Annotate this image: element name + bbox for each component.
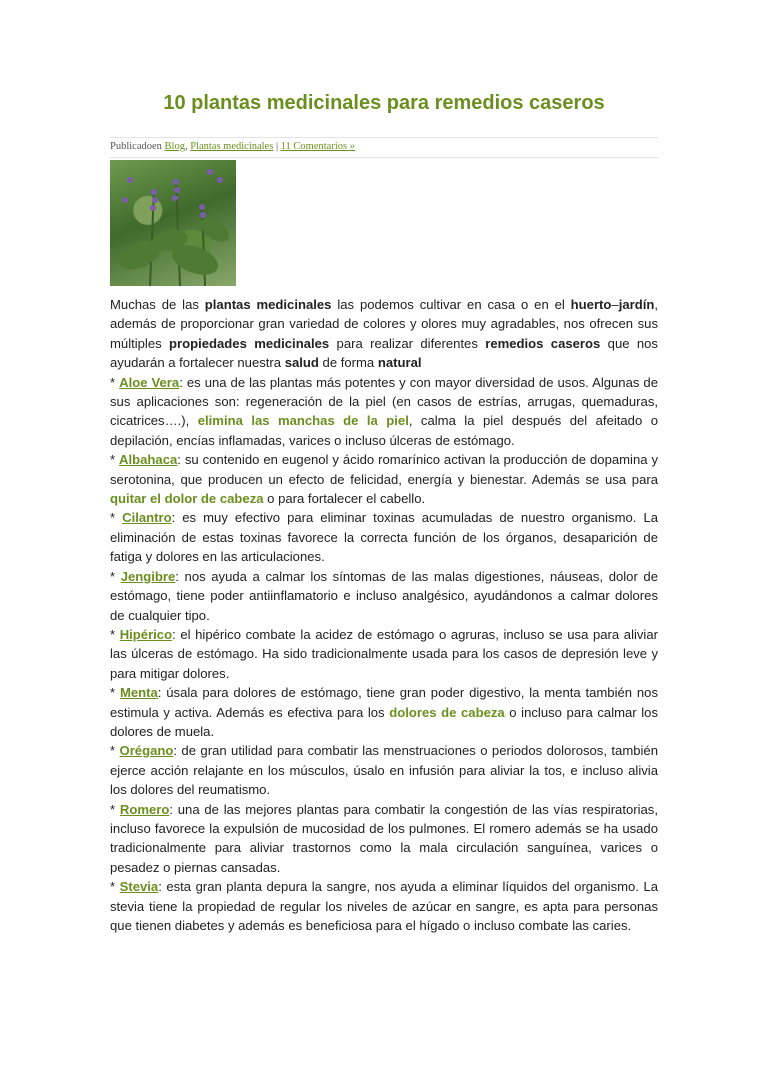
keyword: salud <box>284 355 319 371</box>
plant-entry-aloe-vera <box>110 373 658 451</box>
plant-text: : úsala para dolores de estómago, tiene gran poder digestivo, la menta también nos estimula y activa. Además es efectiva para los <box>110 685 659 720</box>
plant-entry-romero <box>110 800 658 878</box>
bullet: * <box>110 510 123 526</box>
plant-entry-hiperico <box>110 625 658 683</box>
intro-text: , además de proporcionar gran variedad de colores y olores muy agradables, nos ofrecen sus múltiples <box>110 297 658 351</box>
divider-bottom <box>110 157 658 158</box>
plant-entry-stevia <box>110 877 658 935</box>
highlight-link[interactable]: quitar el dolor de cabeza <box>110 491 264 507</box>
plant-text: o incluso para calmar los dolores de muela. <box>110 704 658 739</box>
bullet: * <box>110 626 120 642</box>
plant-link-stevia[interactable]: Stevia <box>119 879 159 895</box>
bullet: * <box>110 452 120 468</box>
plant-entry-albahaca <box>110 450 658 508</box>
plant-link-oregano[interactable]: Orégano <box>119 743 174 759</box>
bullet: * <box>110 743 120 759</box>
keyword: huerto <box>570 297 612 312</box>
divider-top <box>110 137 658 138</box>
meta-separator: , <box>184 141 188 152</box>
plant-link-albahaca[interactable]: Albahaca <box>119 452 178 468</box>
keyword: jardín <box>618 297 655 312</box>
bullet: * <box>110 879 120 895</box>
plant-text: : es muy efectivo para eliminar toxinas acumuladas de nuestro organismo. La eliminación de estas toxinas favorece la correcta función de los órganos, desaparición de fatiga y dolores en las articulaciones. <box>110 510 659 565</box>
plant-text: : su contenido en eugenol y ácido romarínico activan la producción de dopamina y serotonina, que producen un efecto de felicidad, energía y bienestar. Además se usa para <box>110 452 659 487</box>
category-link-plantas-medicinales[interactable]: Plantas medicinales <box>190 141 274 152</box>
plant-text: : nos ayuda a calmar los síntomas de las malas digestiones, náuseas, dolor de estómago, tiene poder antiinflamatorio e incluso analgésico, ayudándonos a calmar dolores de cualquier tipo. <box>110 568 658 623</box>
plant-text: o para fortalecer el cabello. <box>263 491 426 507</box>
intro-text: de forma <box>318 355 378 371</box>
bullet: * <box>110 374 120 390</box>
highlight-link[interactable]: dolores de cabeza <box>389 704 505 720</box>
intro-paragraph <box>110 295 658 373</box>
plant-link-jengibre[interactable]: Jengibre <box>120 568 176 584</box>
plant-link-aloe-vera[interactable]: Aloe Vera <box>119 374 180 390</box>
bullet: * <box>110 568 121 584</box>
plant-text: : el hipérico combate la acidez de estómago o agruras, incluso se usa para aliviar las úlceras de estómago. Ha sido tradicionalmente usada para los casos de depresión leve y para mitigar dolores. <box>110 626 658 681</box>
plant-link-menta[interactable]: Menta <box>119 685 158 701</box>
meta-prefix: Publicadoen <box>110 141 162 152</box>
plant-text: : una de las mejores plantas para combatir la congestión de las vías respiratorias, incluso favorece la expulsión de mucosidad de los pulmones. El romero además se ha usado tradicionalmente para aliviar trastornos como la mala circulación sanguínea, varices o pesadez o piernas cansadas. <box>110 801 658 875</box>
plant-entry-menta <box>110 683 658 741</box>
intro-text: Muchas de las <box>110 297 205 312</box>
page-title: 10 plantas medicinales para remedios caseros <box>163 92 605 114</box>
category-link-blog[interactable]: Blog <box>164 141 185 152</box>
comments-link[interactable]: 11 Comentarios » <box>280 141 355 152</box>
plant-text: , calma la piel después del afeitado o depilación, encías inflamadas, varices o incluso úlceras de estómago. <box>110 413 658 448</box>
intro-text: las podemos cultivar en casa o en el <box>331 297 571 312</box>
meta-separator: | <box>275 141 279 152</box>
keyword: natural <box>377 355 422 371</box>
plant-entry-oregano <box>110 741 658 799</box>
plant-photo <box>110 160 236 286</box>
intro-text: para realizar diferentes <box>329 335 486 351</box>
plant-entry-cilantro <box>110 508 658 566</box>
intro-text: que nos ayudarán a fortalecer nuestra <box>110 335 658 371</box>
plant-illustration <box>110 160 236 286</box>
plant-text: : esta gran planta depura la sangre, nos ayuda a eliminar líquidos del organismo. La stevia tiene la propiedad de regular los niveles de azúcar en sangre, es apta para personas que tienen diabetes y además es beneficiosa para el hígado o incluso combate las caries. <box>110 879 659 933</box>
bullet: * <box>110 685 120 701</box>
plant-text: : de gran utilidad para combatir las menstruaciones o periodos dolorosos, también ejerce acción relajante en los músculos, úsalo en infusión para aliviar la tos, e incluso alivia los dolores del reumatismo. <box>110 743 659 798</box>
plant-link-romero[interactable]: Romero <box>119 801 170 817</box>
bullet: * <box>110 801 120 817</box>
keyword: plantas medicinales <box>204 297 332 312</box>
post-meta <box>110 141 658 152</box>
intro-text: – <box>611 297 619 312</box>
highlight-link[interactable]: elimina las manchas de la piel <box>197 413 409 429</box>
article-body <box>110 295 658 935</box>
keyword: remedios caseros <box>485 335 601 351</box>
plant-link-cilantro[interactable]: Cilantro <box>122 510 172 526</box>
plant-text: : es una de las plantas más potentes y con mayor diversidad de usos. Algunas de sus aplicaciones son: regeneración de la piel (en casos de estrías, arrugas, quemaduras, cicatrices….), <box>110 374 658 429</box>
plant-entry-jengibre <box>110 567 658 625</box>
plant-link-hiperico[interactable]: Hipérico <box>119 626 173 642</box>
keyword: propiedades medicinales <box>169 335 330 351</box>
